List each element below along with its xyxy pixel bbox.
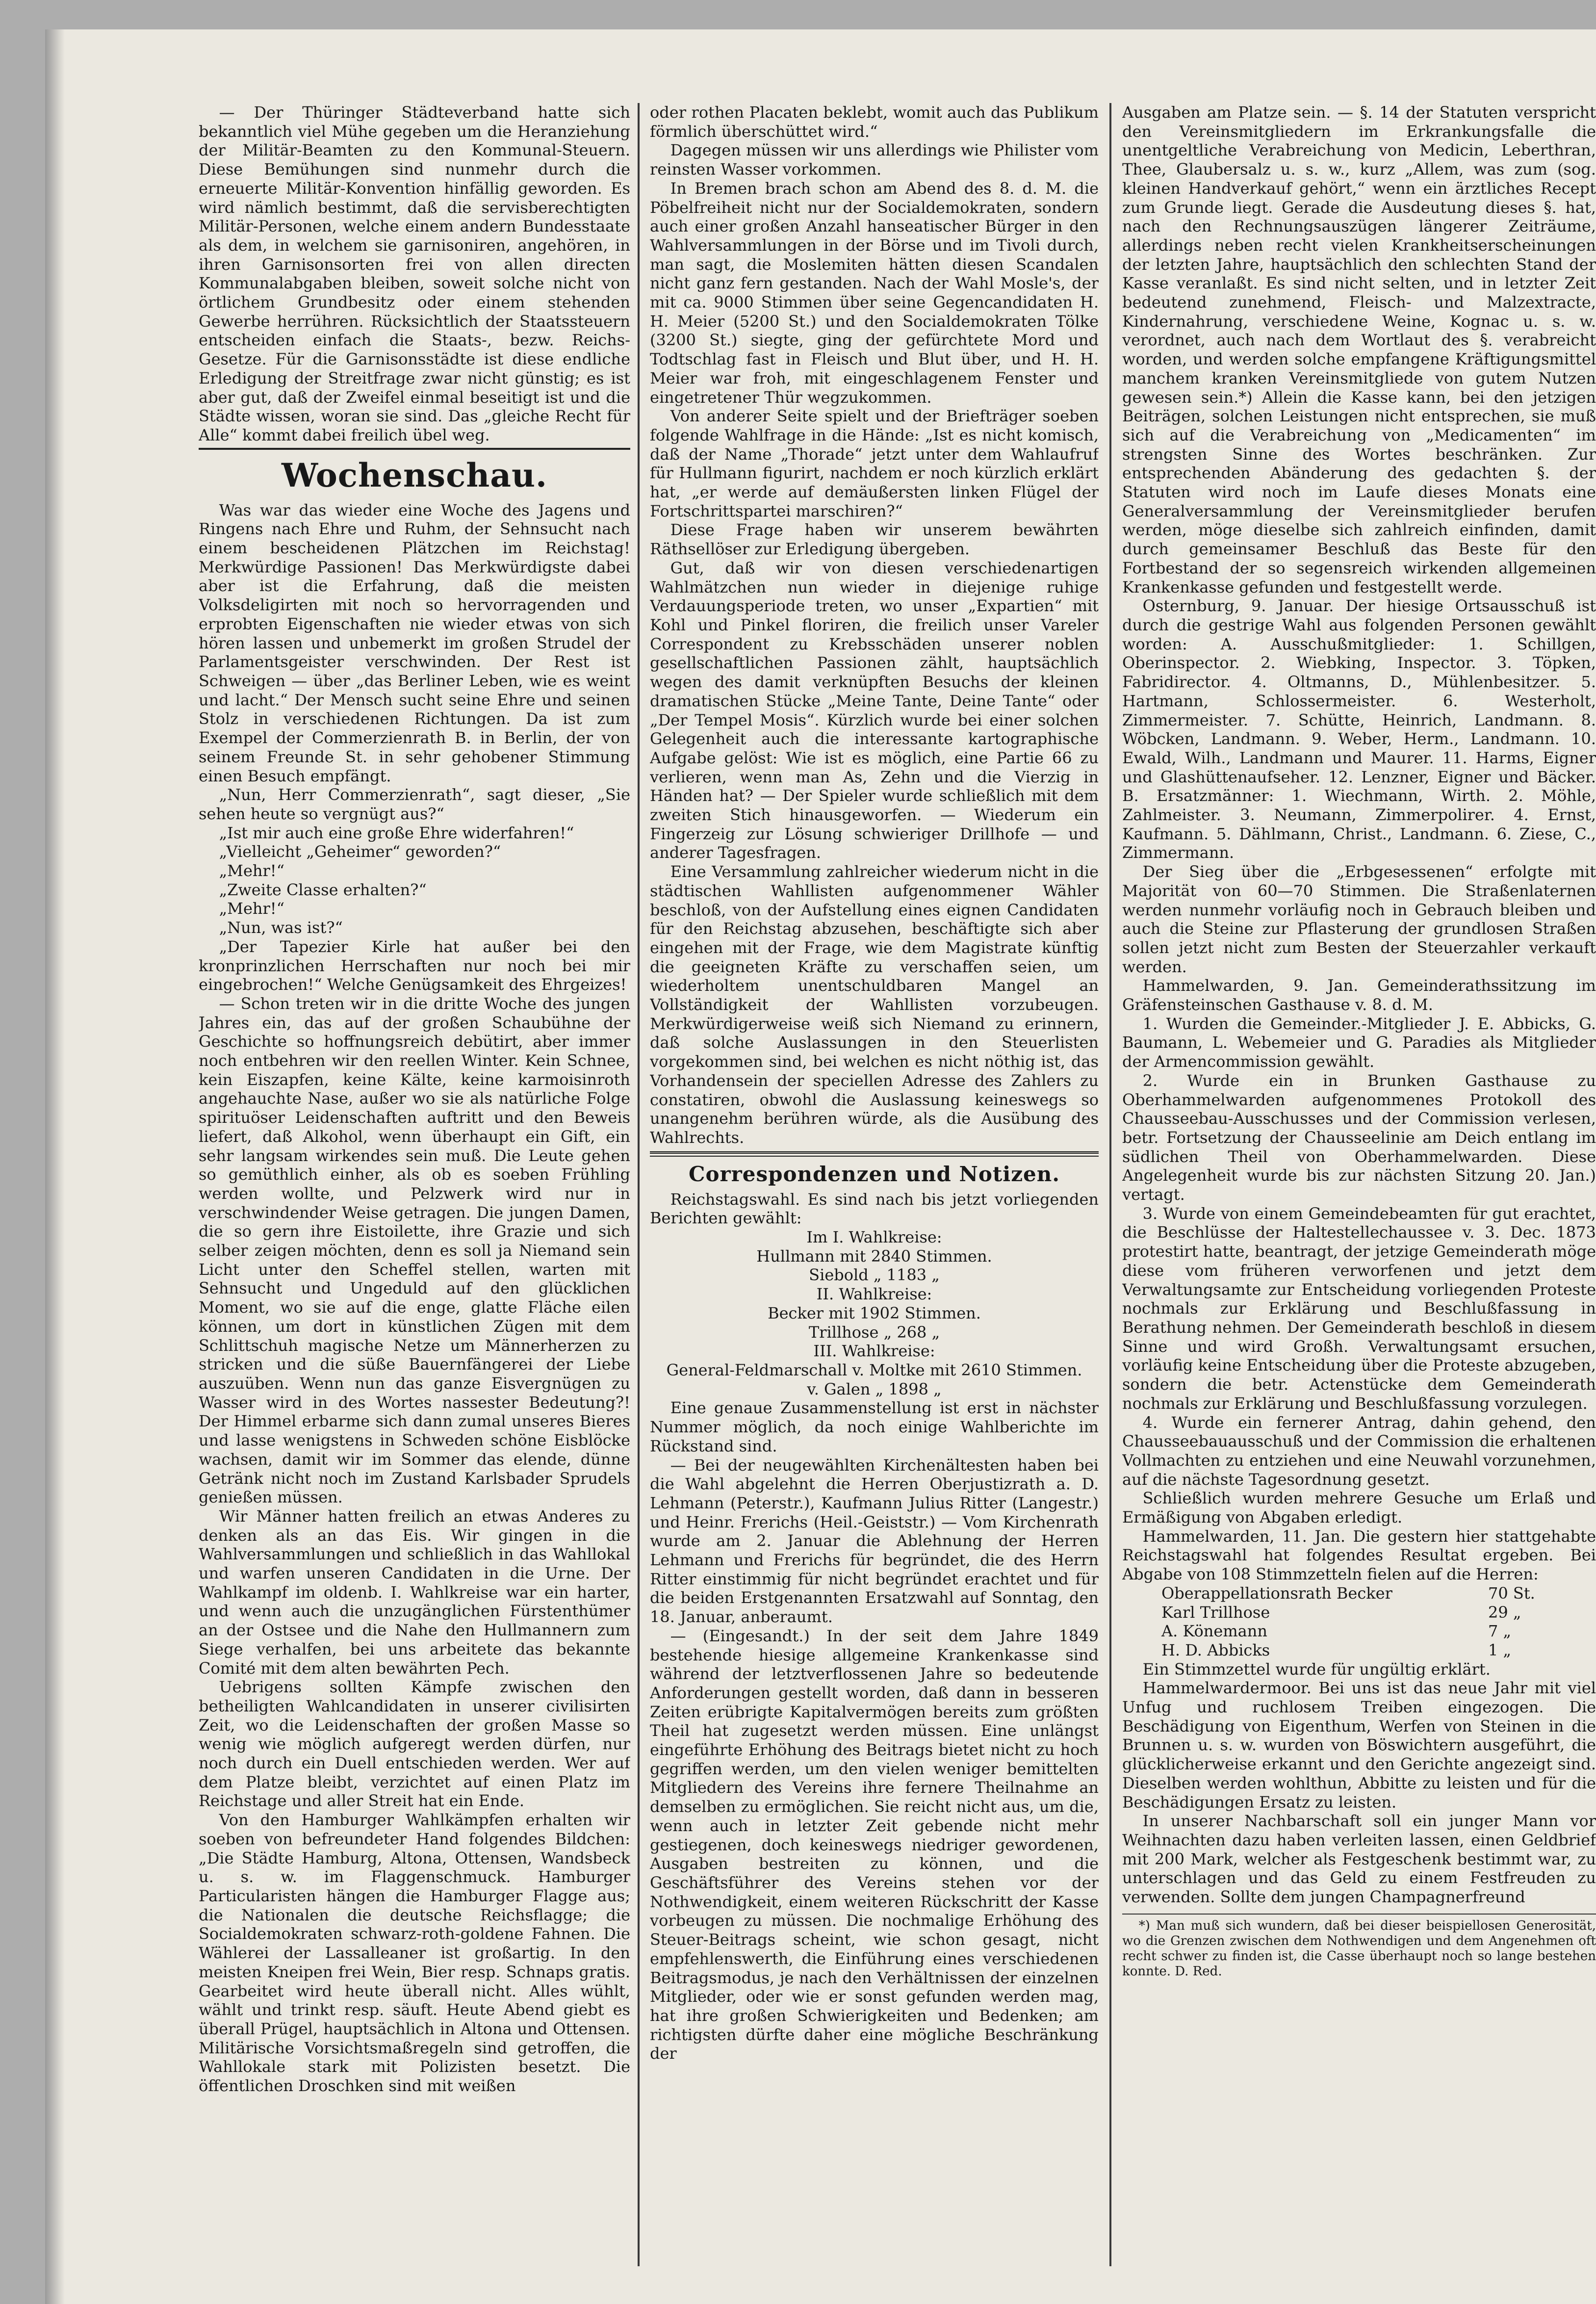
statuten-paragraph: Ausgaben am Platze sein. — §. 14 der Statuten verspricht den Vereinsmitgliedern im Erkrankungsfalle die unentgeltliche Verabreichung von Medicin, Leberthran, Thee, Glaubersalz u. s. w., kurz „Allem, was zum (sog. kleinen Handverkauf gehört,“ wenn ein ärztliches Recept zum Grunde liegt. Gerade die Ausdeutung dieses §. hat, nach den Rechnungsauszügen längerer Zeiträume, allerdings neben recht vielen Krankheitserscheinungen der letzten Jahre, hauptsächlich den schlechten Stand der Kasse veranlaßt. Es sind nicht selten, und in letzter Zeit bedeutend zunehmend, Fleisch- und Malzextracte, Kindernahrung, verschiedene Weine, Kognac u. s. w. verordnet, auch nach dem Wortlaut des §. verabreicht worden, und werden solche empfangene Kräftigungsmittel manchem kranken Vereinsmitgliede von gutem Nutzen gewesen sein.*) Allein die Kasse kann, bei den jetzigen Beiträgen, solchen Leistungen nicht entsprechen, sie muß sich auf die Verabreichung von „Medicamenten“ im strengsten Sinne des Wortes beschränken. Zur entsprechenden Abänderung des gedachten §. der Statuten wird noch im Laufe dieses Monats eine Generalversammlung der Vereinsmitglieder berufen werden, möge dieselbe sich zahlreich einfinden, damit durch gemeinsamer Beschluß das Beste für den Fortbestand der so segensreich wirkenden allgemeinen Krankenkasse gefunden und festgestellt werde. xyxy=(1122,103,1596,596)
section-rule xyxy=(199,448,630,450)
wahl-result-line: Siebold „ 1183 „ xyxy=(809,1266,940,1285)
vote-row xyxy=(1122,1641,1596,1660)
bremen-paragraph: In Bremen brach schon am Abend des 8. d. M. die Pöbelfreiheit nicht nur der Socialdemokraten, sondern auch einer großen Anzahl hanseatischer Bürger in den Wahlversammlungen in der Börse und im Tivoli durch, man sagt, die Moslemiten hätten diesen Scandalen nicht ganz fern gestanden. Nach der Wahl Mosle's, der mit ca. 9000 Stimmen über seine Gegencandidaten H. H. Meier (5200 St.) und den Socialdemokraten Tölke (3200 St.) siegte, ging der gefürchtete Mord und Todtschlag fast in Fleisch und Blut über, und H. H. Meier war froh, mit eingeschlagenem Fenster und eingetretener Thür wegzukommen. xyxy=(650,179,1099,407)
wahlkreis-heading: II. Wahlkreise: xyxy=(816,1285,932,1304)
vote-row xyxy=(1122,1584,1596,1603)
vote-count: 7 „ xyxy=(1488,1622,1512,1641)
dialog-line: „Ist mir auch eine große Ehre widerfahren!“ xyxy=(219,823,574,842)
philister-paragraph: Dagegen müssen wir uns allerdings wie Philister vom reinsten Wasser vorkommen. xyxy=(650,141,1099,179)
column-divider-1 xyxy=(638,103,640,2266)
wahlmaetzchen-paragraph: Gut, daß wir von diesen verschiedenartigen Wahlmätzchen nun wieder in diejenige ruhige Verdauungsperiode treten, wo unser „Expartien“ mit Kohl und Pinkel floriren, die freilich unser Vareler Correspondent zu Krebsschäden unserer noblen gesellschaftlichen Passionen zählt, hauptsächlich wegen des damit verknüpften Besuchs der kleinen dramatischen Stücke „Meine Tante, Deine Tante“ oder „Der Tempel Mosis“. Kürzlich wurde bei einer solchen Gelegenheit auch die interessante kartographische Aufgabe gelöst: Wie ist es möglich, eine Partie 66 zu verlieren, wenn man As, Zehn und die Vierzig in Händen hat? — Der Spieler wurde schließlich mit dem zweiten Stich hinausgeworfen. — Wiederum ein Fingerzeig zur Lösung schwieriger Drillhofe — und anderer Tagesfragen. xyxy=(650,558,1099,862)
wahl-result-line: v. Galen „ 1898 „ xyxy=(807,1379,942,1398)
column-2 xyxy=(650,103,1099,2281)
wahl-result-line: Becker mit 1902 Stimmen. xyxy=(768,1303,981,1322)
erbgesessenen-paragraph: Der Sieg über die „Erbgesessenen“ erfolgte mit Majorität von 60—70 Stimmen. Die Straßenlaternen werden nunmehr vorläufig noch in Gebrauch bleiben und auch die Steine zur Pflasterung der grundlosen Straßen sollen jetzt nicht zum Besten der Steuerzahler verkauft werden. xyxy=(1122,862,1596,976)
placaten-paragraph: oder rothen Placaten beklebt, womit auch das Publikum förmlich überschüttet wird.“ xyxy=(650,103,1099,141)
section-rule xyxy=(650,1151,1099,1157)
column-1 xyxy=(199,103,630,2281)
wochenschau-intro: Was war das wieder eine Woche des Jagens und Ringens nach Ehre und Ruhm, der Sehnsucht nach einem bescheidenen Plätzchen im Reichstag! Merkwürdige Passionen! Das Merkwürdigste dabei aber ist die Erfahrung, daß die meisten Volksdeligirten mit noch so hervorragenden und erprobten Eigenschaften nie wieder etwas von sich hören lassen und unbemerkt im großen Strudel der Parlamentsgeister verschwinden. Der Rest ist Schweigen — über „das Berliner Leben, wie es weint und lacht.“ Der Mensch sucht seine Ehre und seinen Stolz in verschiedenen Richtungen. Da ist zum Exempel der Commerzienrath B. in Berlin, der von seinem Freunde St. in sehr gehobener Stimmung einen Besuch empfängt. xyxy=(199,500,630,785)
page-binding-shadow xyxy=(45,29,65,2304)
candidate-name: Karl Trillhose xyxy=(1161,1603,1270,1622)
dialog-line: „Mehr!“ xyxy=(219,861,284,880)
winter-paragraph: — Schon treten wir in die dritte Woche des jungen Jahres ein, das auf der großen Schaubühne der Geschichte so hoffnungsreich debütirt, aber immer noch entbehren wir den reellen Winter. Kein Schnee, kein Eiszapfen, keine Kälte, keine karmoisinroth angehauchte Nase, außer wo sie als natürliche Folge spirituöser Leidenschaften auftritt und den Beweis liefert, daß Alkohol, wenn überhaupt ein Gift, ein sehr langsam wirkendes sein muß. Die Leute gehen so gemüthlich einher, als ob es soeben Frühling werden wollte, und Pelzwerk wird nur in verschwindender Weise getragen. Die jungen Damen, die so gern ihre Eistoilette, ihre Grazie und sich selber zeigen möchten, denn es soll ja Niemand sein Licht unter den Scheffel stellen, warten mit Sehnsucht und Ungeduld auf den glücklichen Moment, wo sie auf die enge, glatte Fläche eilen können, um dort in künstlichen Zügen mit dem Schlittschuh magische Netze um Männerherzen zu stricken und die süße Bauernfängerei der Liebe auszuüben. Wenn nun das ganze Eisvergnügen zu Wasser wird in des Wortes nassester Bedeutung?! Der Himmel erbarme sich dann zumal unseres Bieres und lasse wenigstens in Schweden schöne Eisblöcke wachsen, damit wir im Sommer das elende, dünne Getränk nicht noch im Zustand Karlsbader Sprudels genießen müssen. xyxy=(199,994,630,1507)
krankenkasse-paragraph: — (Eingesandt.) In der seit dem Jahre 1849 bestehende hiesige allgemeine Krankenkasse sind während der letztverflossenen Jahre so bedeutende Anforderungen gestellt worden, daß dann in besseren Zeiten erübrigte Kapitalvermögen bereits zum größten Theil hat zugesetzt werden müssen. Eine unlängst eingeführte Erhöhung des Beitrags bietet nicht zu hoch gegriffen werden, um den vielen weniger bemittelten Mitgliedern des Vereins ihre fernere Theilnahme an demselben zu ermöglichen. Sie reicht nicht aus, um die, wenn auch in letzter Zeit gebende nicht mehr gestiegenen, doch keineswegs niedriger gewordenen, Ausgaben bestreiten zu können, und die Geschäftsführer des Vereins stehen vor der Nothwendigkeit, einem weiteren Rückschritt der Kasse vorbeugen zu müssen. Die nochmalige Erhöhung des Steuer-Beitrags scheint, wie schon gesagt, nicht empfehlenswerth, die Einführung eines verschiedenen Beitragsmodus, je nach den Verhältnissen der einzelnen Mitglieder, oder wie er sonst gefunden werden mag, hat ihre großen Schwierigkeiten und Bedenken; am richtigsten dürfte daher eine mögliche Beschränkung der xyxy=(650,1626,1099,2063)
correspondenzen-heading: Correspondenzen und Notizen. xyxy=(689,1162,1060,1186)
wahl-paragraph: Wir Männer hatten freilich an etwas Anderes zu denken als an das Eis. Wir gingen in die Wahlversammlungen und schließlich in das Wahllokal und warfen unseren Candidaten in die Urne. Der Wahlkampf im oldenb. I. Wahlkreise war ein harter, und wenn auch die unzugänglichen Fürstenthümer an der Ostsee und die Nahe den Hullmannern zum Siege verhalfen, bei uns arbeitete das bekannte Comité mit dem alten bewährten Pech. xyxy=(199,1506,630,1678)
dialog-line: „Nun, was ist?“ xyxy=(219,918,343,937)
reichstagswahl-paragraph: Reichstagswahl. Es sind nach bis jetzt vorliegenden Berichten gewählt: xyxy=(650,1190,1099,1228)
dialog-line: „Vielleicht „Geheimer“ geworden?“ xyxy=(219,842,501,861)
column-3 xyxy=(1122,103,1596,2281)
hammelwarden-paragraph: Hammelwarden, 9. Jan. Gemeinderathssitzung im Gräfensteinschen Gasthause v. 8. d. M. xyxy=(1122,976,1596,1014)
vote-count: 29 „ xyxy=(1488,1603,1521,1622)
agenda-item: 1. Wurden die Gemeinder.-Mitglieder J. E. Abbicks, G. Baumann, L. Webemeier und G. Paradies als Mitglieder der Armencommission gewählt. xyxy=(1122,1014,1596,1071)
vote-count: 1 „ xyxy=(1488,1640,1512,1659)
kirchenaeltesten-paragraph: — Bei der neugewählten Kirchenältesten haben bei die Wahl abgelehnt die Herren Oberjustizrath a. D. Lehmann (Peterstr.), Kaufmann Julius Ritter (Langestr.) und Heinr. Frerichs (Heil.-Geiststr.) — Vom Kirchenrath wurde am 2. Januar die Ablehnung der Herren Lehmann und Frerichs für begründet, die des Herrn Ritter einstimmig für nicht begründet erachtet und für die beiden Erstgenannten Ersatzwahl auf Sonntag, den 18. Januar, anberaumt. xyxy=(650,1455,1099,1627)
dialog-line: „Der Tapezier Kirle hat außer bei den kronprinzlichen Herrschaften nur noch bei mir eingebrochen!“ Welche Genügsamkeit des Ehrgeizes! xyxy=(199,937,630,994)
agenda-item: 3. Wurde von einem Gemeindebeamten für gut erachtet, die Beschlüsse der Haltestellechaussee v. 3. Dec. 1873 protestirt hatte, beantragt, der jetzige Gemeinderath möge diese vom früheren verworfenen und jetzt dem Verwaltungsamte zur Entscheidung vorliegenden Proteste nochmals zur Erklärung und Beschlußfassung in Berathung nehmen. Der Gemeinderath beschloß in diesem Sinne und wird Großh. Verwaltungsamt ersuchen, vorläufig keine Entscheidung über die Proteste abzugeben, sondern die betr. Actenstücke dem Gemeinderath nochmals zur Erklärung und Beschlußfassung vorzulegen. xyxy=(1122,1204,1596,1413)
wahl-result-line: General-Feldmarschall v. Moltke mit 2610 Stimmen. xyxy=(666,1361,1082,1379)
raethselloeser-paragraph: Diese Frage haben wir unserem bewährten Räthsellöser zur Erledigung übergeben. xyxy=(650,520,1099,559)
osternburg-paragraph: Osternburg, 9. Januar. Der hiesige Ortsausschuß ist durch die gestrige Wahl aus folgenden Personen gewählt worden: A. Ausschußmitglieder: 1. Schillgen, Oberinspector. 2. Wiebking, Inspector. 3. Töpken, Fabridirector. 4. Oltmanns, D., Mühlenbesitzer. 5. Hartmann, Schlossermeister. 6. Westerholt, Zimmermeister. 7. Schütte, Heinrich, Landmann. 8. Wöbcken, Landmann. 9. Weber, Herm., Landmann. 10. Ewald, Wilh., Landmann und Maurer. 11. Harms, Eigner und Glashüttenaufseher. 12. Lenzner, Eigner und Bäcker. B. Ersatzmänner: 1. Wiechmann, Wirth. 2. Möhle, Zahlmeister. 3. Neumann, Zimmerpolirer. 4. Ernst, Kaufmann. 5. Dählmann, Christ., Landmann. 6. Ziese, C., Zimmermann. xyxy=(1122,596,1596,862)
wahllisten-paragraph: Eine Versammlung zahlreicher wiederum nicht in die städtischen Wahllisten aufgenommener Wähler beschloß, von der Aufstellung eines eignen Candidaten für den Reichstag abzusehen, beschäftigte sich aber eingehen mit der Frage, wie dem Magistrate künftig die geeigneten Kräfte zu verschaffen seien, um wiederholtem unentschuldbaren Mangel an Vollständigkeit der Wahllisten vorzubeugen. Merkwürdigerweise weiß sich Niemand zu erinnern, daß solche Auslassungen in den Steuerlisten vorgekommen sind, bei welchen es nicht nöthig ist, das Vorhandensein der speciellen Adresse des Zahlers zu constatiren, obwohl die Auslassung keineswegs so unangenehm berühren würde, als die Ausübung des Wahlrechts. xyxy=(650,862,1099,1147)
dialog-line: „Nun, Herr Commerzienrath“, sagt dieser, „Sie sehen heute so vergnügt aus?“ xyxy=(199,785,630,823)
duell-paragraph: Uebrigens sollten Kämpfe zwischen den betheiligten Wahlcandidaten in unserer civilisirten Zeit, wo die Leidenschaften der großen Masse so wenig wie möglich aufgeregt werden dürfen, nur noch durch ein Duell entschieden werden. Wer auf dem Platze bleibt, verzichtet auf einen Platz im Reichstage und aller Streit hat ein Ende. xyxy=(199,1678,630,1811)
wahlfrage-paragraph: Von anderer Seite spielt und der Briefträger soeben folgende Wahlfrage in die Hände: „Ist es nicht komisch, daß der Name „Thorade“ jetzt unter dem Wahlaufruf für Hullmann figurirt, nachdem er noch kürzlich erklärt hat, „er werde auf demäußersten linken Flügel der Fortschrittspartei marschiren?“ xyxy=(650,407,1099,520)
wochenschau-heading: Wochenschau. xyxy=(282,456,547,494)
footnote: *) Man muß sich wundern, daß bei dieser beispiellosen Generosität, wo die Grenzen zwischen dem Nothwendigen und dem Angenehmen oft recht schwer zu finden ist, die Casse überhaupt noch so lange bestehen konnte. D. Red. xyxy=(1122,1914,1596,1979)
wahl-result-line: Trillhose „ 268 „ xyxy=(808,1322,940,1342)
ungueltig-paragraph: Ein Stimmzettel wurde für ungültig erklärt. xyxy=(1142,1659,1491,1679)
candidate-name: H. D. Abbicks xyxy=(1161,1640,1270,1659)
vote-count: 70 St. xyxy=(1488,1583,1535,1603)
vote-row xyxy=(1122,1603,1596,1622)
gesuche-paragraph: Schließlich wurden mehrere Gesuche um Erlaß und Ermäßigung von Abgaben erledigt. xyxy=(1122,1489,1596,1527)
nachbarschaft-paragraph: In unserer Nachbarschaft soll ein junger Mann vor Weihnachten dazu haben verleiten lassen, einen Geldbrief mit 200 Mark, welcher als Festgeschenk bestimmt war, zu unterschlagen und das Geld zu einem Festfreuden zu verwenden. Sollte dem jungen Champagnerfreund xyxy=(1122,1812,1596,1907)
reichstagswahl-hammelwarden-paragraph: Hammelwarden, 11. Jan. Die gestern hier stattgehabte Reichstagswahl hat folgendes Resultat ergeben. Bei Abgabe von 108 Stimmzetteln fielen auf die Herren: xyxy=(1122,1527,1596,1584)
dialog-line: „Mehr!“ xyxy=(219,899,284,918)
wahlkreis-heading: III. Wahlkreise: xyxy=(813,1342,935,1361)
vote-row xyxy=(1122,1622,1596,1641)
wahl-result-line: Hullmann mit 2840 Stimmen. xyxy=(756,1246,992,1266)
staedteverband-paragraph: — Der Thüringer Städteverband hatte sich bekanntlich viel Mühe gegeben um die Heranziehung der Militär-Beamten zu den Kommunal-Steuern. Diese Bemühungen sind nunmehr durch die erneuerte Militär-Konvention hinfällig geworden. Es wird nämlich bestimmt, daß die servisberechtigten Militär-Personen, welche einem andern Bundesstaate als dem, in welchem sie garnisoniren, angehören, in ihren Garnisonsorten frei von allen directen Kommunalabgaben bleiben, soweit solche nicht von örtlichem Grundbesitz oder einem stehenden Gewerbe herrühren. Rücksichtlich der Staatssteuern entscheiden einfach die Staats-, bezw. Reichs-Gesetze. Für die Garnisonsstädte ist diese endliche Erledigung der Streitfrage zwar nicht günstig; es ist aber gut, daß der Zweifel einmal beseitigt ist und die Städte wissen, woran sie sind. Das „gleiche Recht für Alle“ kommt dabei freilich übel weg. xyxy=(199,103,630,444)
dialog-line: „Zweite Classe erhalten?“ xyxy=(219,880,427,899)
wahlkreis-heading: Im I. Wahlkreise: xyxy=(806,1228,942,1247)
column-divider-2 xyxy=(1109,103,1111,2266)
agenda-item: 4. Wurde ein fernerer Antrag, dahin gehend, den Chausseebauausschuß und der Commission die erhaltenen Vollmachten zu entziehen und eine Neuwahl vorzunehmen, auf die nächste Tagesordnung gesetzt. xyxy=(1122,1413,1596,1489)
zusammenstellung-paragraph: Eine genaue Zusammenstellung ist erst in nächster Nummer möglich, da noch einige Wahlberichte im Rückstand sind. xyxy=(650,1398,1099,1455)
hamburg-paragraph: Von den Hamburger Wahlkämpfen erhalten wir soeben von befreundeter Hand folgendes Bildchen: „Die Städte Hamburg, Altona, Ottensen, Wandsbeck u. s. w. im Flaggenschmuck. Hamburger Particularisten hängen die Hamburger Flagge aus; die Nationalen die deutsche Reichsflagge; die Socialdemokraten schwarz-roth-goldene Fahnen. Die Wählerei der Lassalleaner ist großartig. In den meisten Kneipen frei Wein, Bier resp. Schnaps gratis. Gearbeitet wird heute überall nicht. Alles wühlt, wählt und trinkt resp. säuft. Heute Abend giebt es überall Prügel, hauptsächlich in Altona und Ottensen. Militärische Vorsichtsmaßregeln sind getroffen, die Wahllokale stark mit Polizisten besetzt. Die öffentlichen Droschken sind mit weißen xyxy=(199,1811,630,2096)
hammelwardermoor-paragraph: Hammelwardermoor. Bei uns ist das neue Jahr mit viel Unfug und ruchlosem Treiben eingezogen. Die Beschädigung von Eigenthum, Werfen von Steinen in die Brunnen u. s. w. wurden von Böswichtern ausgeführt, die glücklicherweise erkannt und den Gerichte angezeigt sind. Dieselben werden wohlthun, Abbitte zu leisten und für die Beschädigungen Ersatz zu leisten. xyxy=(1122,1679,1596,1812)
candidate-name: Oberappellationsrath Becker xyxy=(1161,1583,1392,1603)
agenda-item: 2. Wurde ein in Brunken Gasthause zu Oberhammelwarden aufgenommenes Protokoll des Chausseebau-Ausschusses und der Commission verlesen, betr. Fortsetzung der Chausseelinie am Deich entlang im südlichen Theil von Oberhammelwarden. Diese Angelegenheit wurde bis zur nächsten Sitzung 20. Jan.) vertagt. xyxy=(1122,1071,1596,1204)
candidate-name: A. Könemann xyxy=(1161,1622,1267,1641)
